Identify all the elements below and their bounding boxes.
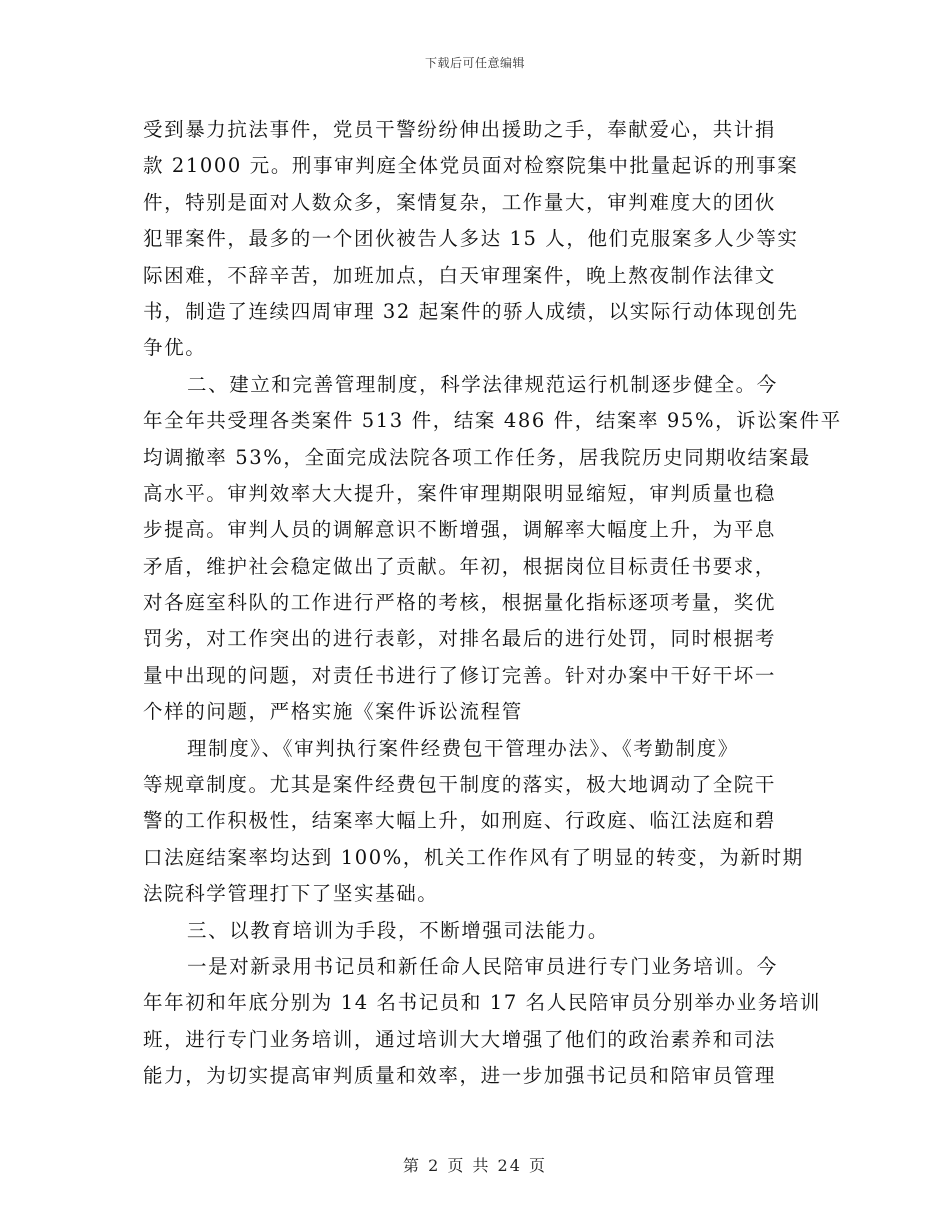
body-line: 均调撤率 53%，全面完成法院各项工作任务，居我院历史同期收结案最 <box>143 445 811 469</box>
body-line: 书，制造了连续四周审理 32 起案件的骄人成绩，以实际行动体现创先 <box>143 299 799 323</box>
body-line: 理制度》、《审判执行案件经费包干管理办法》、《考勤制度》 <box>187 736 739 760</box>
body-line: 能力，为切实提高审判质量和效率，进一步加强书记员和陪审员管理 <box>143 1064 777 1088</box>
body-line: 款 21000 元。刑事审判庭全体党员面对检察院集中批量起诉的刑事案 <box>143 154 799 178</box>
body-line: 际困难，不辞辛苦，加班加点，白天审理案件，晚上熬夜制作法律文 <box>143 263 777 287</box>
body-line: 口法庭结案率均达到 100%，机关工作作风有了明显的转变，为新时期 <box>143 845 804 869</box>
page-footer: 第 2 页 共 24 页 <box>403 1156 547 1175</box>
body-line: 一是对新录用书记员和新任命人民陪审员进行专门业务培训。今 <box>187 954 778 978</box>
section-heading-three: 三、以教育培训为手段，不断增强司法能力。 <box>187 918 610 942</box>
body-line: 年年初和年底分别为 14 名书记员和 17 名人民陪审员分别举办业务培训 <box>143 991 822 1015</box>
body-line: 受到暴力抗法事件，党员干警纷纷伸出援助之手，奉献爱心，共计捐 <box>143 118 777 141</box>
body-line: 年全年共受理各类案件 513 件，结案 486 件，结案率 95%，诉讼案件平 <box>143 409 842 433</box>
body-line: 矛盾，维护社会稳定做出了贡献。年初，根据岗位目标责任书要求， <box>143 554 777 578</box>
body-line: 犯罪案件，最多的一个团伙被告人多达 15 人，他们克服案多人少等实 <box>143 227 799 251</box>
body-line: 步提高。审判人员的调解意识不断增强，调解率大幅度上升，为平息 <box>143 518 777 542</box>
page-header: 下载后可任意编辑 <box>424 56 525 70</box>
body-line: 量中出现的问题，对责任书进行了修订完善。针对办案中干好干坏一 <box>143 663 777 687</box>
body-line: 高水平。审判效率大大提升，案件审理期限明显缩短，审判质量也稳 <box>143 481 777 505</box>
body-line: 对各庭室科队的工作进行严格的考核，根据量化指标逐项考量，奖优 <box>143 591 777 615</box>
body-line: 罚劣，对工作突出的进行表彰，对排名最后的进行处罚，同时根据考 <box>143 627 777 651</box>
body-line: 个样的问题，严格实施《案件诉讼流程管 <box>143 700 523 724</box>
body-line: 争优。 <box>143 336 207 360</box>
body-line: 件，特别是面对人数众多，案情复杂，工作量大，审判难度大的团伙 <box>143 190 777 214</box>
body-line: 法院科学管理打下了坚实基础。 <box>143 882 439 906</box>
body-line: 班，进行专门业务培训，通过培训大大增强了他们的政治素养和司法 <box>143 1027 777 1051</box>
body-line: 等规章制度。尤其是案件经费包干制度的落实，极大地调动了全院干 <box>143 773 777 797</box>
section-heading-two: 二、建立和完善管理制度，科学法律规范运行机制逐步健全。今 <box>187 372 778 396</box>
document-body <box>143 112 842 1095</box>
body-line: 警的工作积极性，结案率大幅上升，如刑庭、行政庭、临江法庭和碧 <box>143 809 777 833</box>
